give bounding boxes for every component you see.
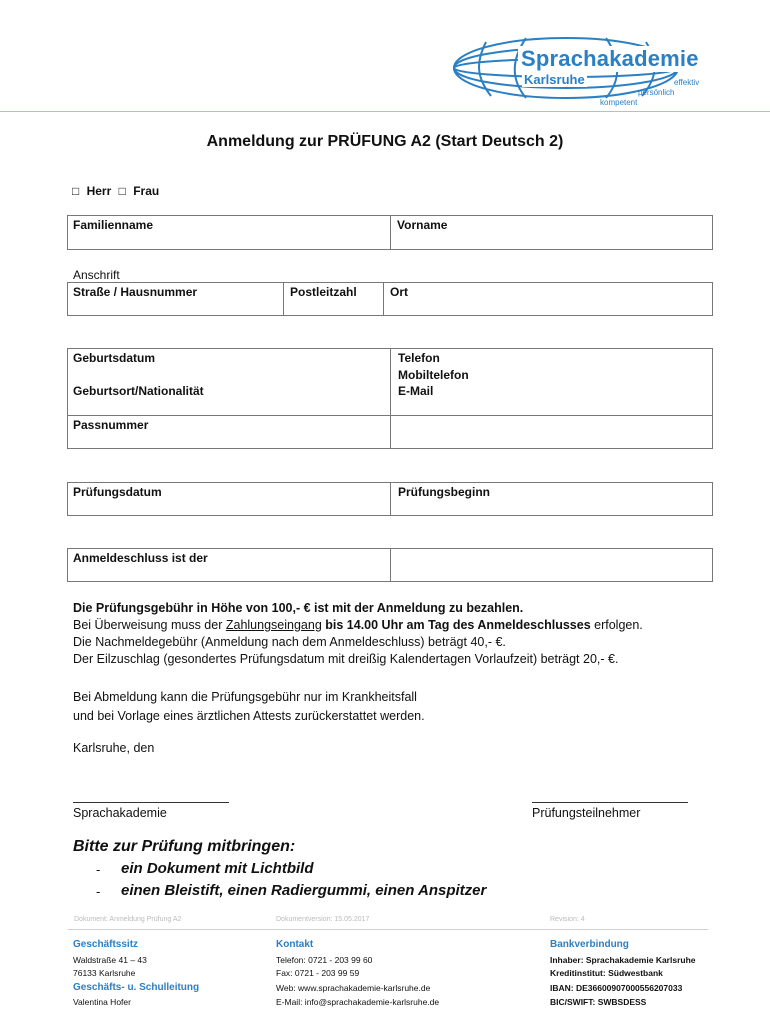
label-passnummer: Passnummer xyxy=(73,418,149,432)
label-vorname: Vorname xyxy=(397,218,448,232)
fee-line-2c: erfolgen. xyxy=(590,618,643,632)
bring-title: Bitte zur Prüfung mitbringen: xyxy=(73,838,296,855)
signature-line-right[interactable] xyxy=(532,802,688,803)
footer-phone: Telefon: 0721 - 203 99 60 xyxy=(276,955,373,965)
divider xyxy=(390,548,391,582)
label-pruefungsbeginn: Prüfungsbeginn xyxy=(398,485,490,499)
label-geburtsort: Geburtsort/Nationalität xyxy=(73,384,204,398)
place-date: Karlsruhe, den xyxy=(73,741,155,755)
logo-city: Karlsruhe xyxy=(524,72,585,87)
footer-bank-owner: Inhaber: Sprachakademie Karlsruhe xyxy=(550,955,696,965)
footer-address-city: 76133 Karlsruhe xyxy=(73,968,136,978)
label-familienname: Familienname xyxy=(73,218,154,232)
label-mobiltelefon: Mobiltelefon xyxy=(398,368,469,382)
meta-version: Dokumentversion: 15.05.2017 xyxy=(276,916,370,923)
divider xyxy=(390,215,391,250)
fee-info xyxy=(73,600,643,668)
fee-line-3: Die Nachmeldegebühr (Anmeldung nach dem Anmeldeschluss) beträgt 40,- €. xyxy=(73,635,506,649)
logo-tagline-3: kompetent xyxy=(600,98,638,107)
footer-iban: IBAN: DE36600907000556207033 xyxy=(550,983,683,993)
footer-head-bank: Bankverbindung xyxy=(550,939,629,950)
bullet-dash: - xyxy=(96,884,101,899)
logo xyxy=(446,32,716,114)
footer-head-leitung: Geschäfts- u. Schulleitung xyxy=(73,982,200,993)
footer-email-link[interactable]: E-Mail: info@sprachakademie-karlsruhe.de xyxy=(276,997,440,1007)
label-strasse: Straße / Hausnummer xyxy=(73,285,198,299)
footer-fax: Fax: 0721 - 203 99 59 xyxy=(276,968,360,978)
footer-web-link[interactable]: Web: www.sprachakademie-karlsruhe.de xyxy=(276,983,431,993)
bring-item: ein Dokument mit Lichtbild xyxy=(121,860,314,877)
refund-line-2: und bei Vorlage eines ärztlichen Attests zurückerstattet werden. xyxy=(73,709,425,723)
footer-manager: Valentina Hofer xyxy=(73,997,131,1007)
label-frau: Frau xyxy=(133,184,160,198)
footer-bank-institute: Kreditinstitut: Südwestbank xyxy=(550,968,663,978)
fee-line-4: Der Eilzuschlag (gesondertes Prüfungsdatum mit dreißig Kalendertagen Vorlaufzeit) beträgt 20,- €. xyxy=(73,652,619,666)
label-geburtsdatum: Geburtsdatum xyxy=(73,351,156,365)
meta-document: Dokument: Anmeldung Prüfung A2 xyxy=(74,916,182,923)
meta-revision: Revision: 4 xyxy=(550,916,585,923)
label-ort: Ort xyxy=(390,285,408,299)
label-plz: Postleitzahl xyxy=(290,285,357,299)
checkbox-herr[interactable]: □ xyxy=(72,184,80,198)
signature-label-right: Prüfungsteilnehmer xyxy=(532,806,641,820)
signature-line-left[interactable] xyxy=(73,802,229,803)
refund-info xyxy=(73,688,425,726)
divider xyxy=(390,482,391,516)
label-telefon: Telefon xyxy=(398,351,440,365)
logo-tagline-2: persönlich xyxy=(638,88,675,97)
footer-bic: BIC/SWIFT: SWBSDESS xyxy=(550,997,647,1007)
salutation xyxy=(72,184,163,198)
logo-name: Sprachakademie xyxy=(518,46,702,72)
signature-label-left: Sprachakademie xyxy=(73,806,167,820)
label-anschrift: Anschrift xyxy=(73,268,120,282)
footer-divider xyxy=(68,929,708,930)
fee-line-1: Die Prüfungsgebühr in Höhe von 100,- € ist mit der Anmeldung zu bezahlen. xyxy=(73,601,524,615)
label-pruefungsdatum: Prüfungsdatum xyxy=(73,485,162,499)
footer-head-kontakt: Kontakt xyxy=(276,939,314,950)
footer-address-street: Waldstraße 41 – 43 xyxy=(73,955,147,965)
divider xyxy=(283,282,284,316)
fee-line-2 xyxy=(73,617,643,634)
fee-line-2b: bis 14.00 Uhr am Tag des Anmeldeschlusses xyxy=(321,618,591,632)
page-title: Anmeldung zur PRÜFUNG A2 (Start Deutsch 2) xyxy=(206,133,564,150)
checkbox-frau[interactable]: □ xyxy=(118,184,126,198)
logo-tagline-1: effektiv xyxy=(674,78,700,87)
label-herr: Herr xyxy=(86,184,112,198)
fee-line-2a: Bei Überweisung muss der xyxy=(73,618,226,632)
divider xyxy=(383,282,384,316)
fee-line-2-underline: Zahlungseingang xyxy=(225,618,322,632)
bring-item: einen Bleistift, einen Radiergummi, einen Anspitzer xyxy=(121,882,487,899)
bullet-dash: - xyxy=(96,862,101,877)
label-anmeldeschluss: Anmeldeschluss ist der xyxy=(73,551,208,565)
header-divider xyxy=(0,111,770,112)
label-email: E-Mail xyxy=(398,384,434,398)
divider xyxy=(390,348,391,449)
footer-head-geschaeftssitz: Geschäftssitz xyxy=(73,939,139,950)
divider xyxy=(67,415,713,416)
refund-line-1: Bei Abmeldung kann die Prüfungsgebühr nur im Krankheitsfall xyxy=(73,690,417,704)
